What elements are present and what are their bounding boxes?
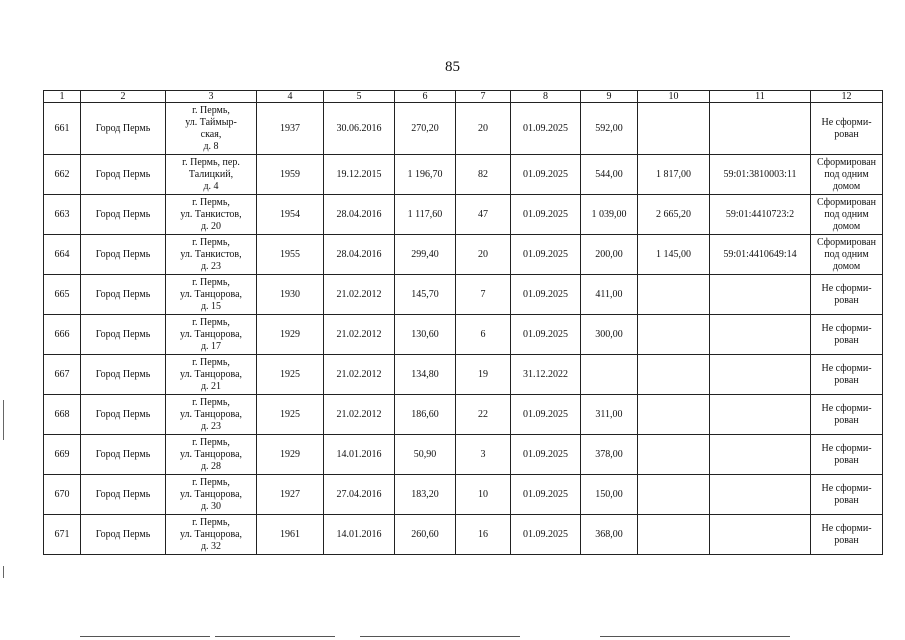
area3-cell bbox=[638, 475, 710, 515]
status-cell: Не сформи- рован bbox=[811, 435, 883, 475]
municipality-cell: Город Пермь bbox=[81, 103, 166, 155]
page-number: 85 bbox=[445, 59, 460, 75]
table-row bbox=[44, 195, 883, 235]
area3-cell bbox=[638, 275, 710, 315]
status-cell: Не сформи- рован bbox=[811, 275, 883, 315]
table-row bbox=[44, 103, 883, 155]
date-cell: 19.12.2015 bbox=[324, 155, 395, 195]
housing-registry-table bbox=[43, 90, 883, 555]
row-number: 667 bbox=[44, 355, 81, 395]
area-cell: 260,60 bbox=[395, 515, 456, 555]
scan-edge-line bbox=[80, 636, 210, 637]
date-cell: 21.02.2012 bbox=[324, 395, 395, 435]
area2-cell bbox=[581, 355, 638, 395]
table-row bbox=[44, 355, 883, 395]
row-number: 671 bbox=[44, 515, 81, 555]
address-cell: г. Пермь, ул. Танцорова, д. 23 bbox=[166, 395, 257, 435]
year-cell: 1955 bbox=[257, 235, 324, 275]
area2-cell: 544,00 bbox=[581, 155, 638, 195]
address-cell: г. Пермь, ул. Танцорова, д. 15 bbox=[166, 275, 257, 315]
area3-cell bbox=[638, 355, 710, 395]
municipality-cell: Город Пермь bbox=[81, 515, 166, 555]
column-header: 5 bbox=[324, 91, 395, 103]
date-cell: 21.02.2012 bbox=[324, 275, 395, 315]
status-cell: Не сформи- рован bbox=[811, 395, 883, 435]
row-number: 668 bbox=[44, 395, 81, 435]
deadline-cell: 01.09.2025 bbox=[511, 515, 581, 555]
column-header: 6 bbox=[395, 91, 456, 103]
residents-cell: 19 bbox=[456, 355, 511, 395]
area-cell: 270,20 bbox=[395, 103, 456, 155]
cadastral-cell bbox=[710, 103, 811, 155]
area2-cell: 1 039,00 bbox=[581, 195, 638, 235]
area-cell: 134,80 bbox=[395, 355, 456, 395]
area3-cell bbox=[638, 103, 710, 155]
area2-cell: 311,00 bbox=[581, 395, 638, 435]
address-cell: г. Пермь, ул. Танцорова, д. 17 bbox=[166, 315, 257, 355]
deadline-cell: 01.09.2025 bbox=[511, 155, 581, 195]
deadline-cell: 01.09.2025 bbox=[511, 395, 581, 435]
address-cell: г. Пермь, ул. Таймыр- ская, д. 8 bbox=[166, 103, 257, 155]
area-cell: 130,60 bbox=[395, 315, 456, 355]
residents-cell: 10 bbox=[456, 475, 511, 515]
address-cell: г. Пермь, пер. Талицкий, д. 4 bbox=[166, 155, 257, 195]
year-cell: 1927 bbox=[257, 475, 324, 515]
status-cell: Сформирован под одним домом bbox=[811, 195, 883, 235]
deadline-cell: 01.09.2025 bbox=[511, 435, 581, 475]
year-cell: 1929 bbox=[257, 315, 324, 355]
residents-cell: 3 bbox=[456, 435, 511, 475]
residents-cell: 82 bbox=[456, 155, 511, 195]
column-header: 1 bbox=[44, 91, 81, 103]
residents-cell: 22 bbox=[456, 395, 511, 435]
area-cell: 50,90 bbox=[395, 435, 456, 475]
area2-cell: 411,00 bbox=[581, 275, 638, 315]
year-cell: 1937 bbox=[257, 103, 324, 155]
area3-cell bbox=[638, 395, 710, 435]
area2-cell: 150,00 bbox=[581, 475, 638, 515]
table-row bbox=[44, 395, 883, 435]
residents-cell: 20 bbox=[456, 103, 511, 155]
address-cell: г. Пермь, ул. Танцорова, д. 30 bbox=[166, 475, 257, 515]
residents-cell: 16 bbox=[456, 515, 511, 555]
date-cell: 28.04.2016 bbox=[324, 195, 395, 235]
cadastral-cell: 59:01:3810003:11 bbox=[710, 155, 811, 195]
residents-cell: 6 bbox=[456, 315, 511, 355]
row-number: 670 bbox=[44, 475, 81, 515]
table-row bbox=[44, 315, 883, 355]
row-number: 669 bbox=[44, 435, 81, 475]
cadastral-cell bbox=[710, 395, 811, 435]
deadline-cell: 01.09.2025 bbox=[511, 475, 581, 515]
column-header: 10 bbox=[638, 91, 710, 103]
area3-cell bbox=[638, 435, 710, 475]
area-cell: 299,40 bbox=[395, 235, 456, 275]
row-number: 666 bbox=[44, 315, 81, 355]
municipality-cell: Город Пермь bbox=[81, 475, 166, 515]
status-cell: Не сформи- рован bbox=[811, 103, 883, 155]
area-cell: 1 196,70 bbox=[395, 155, 456, 195]
table-row bbox=[44, 475, 883, 515]
municipality-cell: Город Пермь bbox=[81, 235, 166, 275]
year-cell: 1929 bbox=[257, 435, 324, 475]
column-header: 7 bbox=[456, 91, 511, 103]
status-cell: Сформирован под одним домом bbox=[811, 155, 883, 195]
status-cell: Сформирован под одним домом bbox=[811, 235, 883, 275]
status-cell: Не сформи- рован bbox=[811, 475, 883, 515]
cadastral-cell: 59:01:4410723:2 bbox=[710, 195, 811, 235]
scan-edge-line bbox=[600, 636, 790, 637]
status-cell: Не сформи- рован bbox=[811, 515, 883, 555]
area2-cell: 200,00 bbox=[581, 235, 638, 275]
status-cell: Не сформи- рован bbox=[811, 355, 883, 395]
cadastral-cell bbox=[710, 515, 811, 555]
scan-edge-line bbox=[215, 636, 335, 637]
cadastral-cell bbox=[710, 475, 811, 515]
year-cell: 1961 bbox=[257, 515, 324, 555]
column-header: 4 bbox=[257, 91, 324, 103]
date-cell: 27.04.2016 bbox=[324, 475, 395, 515]
year-cell: 1959 bbox=[257, 155, 324, 195]
scan-edge-mark bbox=[3, 400, 4, 440]
row-number: 665 bbox=[44, 275, 81, 315]
row-number: 662 bbox=[44, 155, 81, 195]
row-number: 661 bbox=[44, 103, 81, 155]
row-number: 663 bbox=[44, 195, 81, 235]
deadline-cell: 01.09.2025 bbox=[511, 315, 581, 355]
municipality-cell: Город Пермь bbox=[81, 155, 166, 195]
area3-cell bbox=[638, 315, 710, 355]
date-cell: 21.02.2012 bbox=[324, 315, 395, 355]
date-cell: 30.06.2016 bbox=[324, 103, 395, 155]
year-cell: 1925 bbox=[257, 395, 324, 435]
cadastral-cell: 59:01:4410649:14 bbox=[710, 235, 811, 275]
cadastral-cell bbox=[710, 275, 811, 315]
area2-cell: 368,00 bbox=[581, 515, 638, 555]
year-cell: 1930 bbox=[257, 275, 324, 315]
year-cell: 1954 bbox=[257, 195, 324, 235]
column-header: 12 bbox=[811, 91, 883, 103]
table-row bbox=[44, 155, 883, 195]
residents-cell: 20 bbox=[456, 235, 511, 275]
deadline-cell: 01.09.2025 bbox=[511, 235, 581, 275]
municipality-cell: Город Пермь bbox=[81, 315, 166, 355]
deadline-cell: 01.09.2025 bbox=[511, 195, 581, 235]
year-cell: 1925 bbox=[257, 355, 324, 395]
column-header: 11 bbox=[710, 91, 811, 103]
area3-cell: 1 145,00 bbox=[638, 235, 710, 275]
cadastral-cell bbox=[710, 355, 811, 395]
residents-cell: 7 bbox=[456, 275, 511, 315]
area2-cell: 378,00 bbox=[581, 435, 638, 475]
cadastral-cell bbox=[710, 315, 811, 355]
date-cell: 28.04.2016 bbox=[324, 235, 395, 275]
table-row bbox=[44, 235, 883, 275]
area3-cell: 1 817,00 bbox=[638, 155, 710, 195]
area-cell: 145,70 bbox=[395, 275, 456, 315]
municipality-cell: Город Пермь bbox=[81, 435, 166, 475]
scan-edge-line bbox=[360, 636, 520, 637]
deadline-cell: 01.09.2025 bbox=[511, 103, 581, 155]
deadline-cell: 31.12.2022 bbox=[511, 355, 581, 395]
address-cell: г. Пермь, ул. Танцорова, д. 32 bbox=[166, 515, 257, 555]
address-cell: г. Пермь, ул. Танцорова, д. 28 bbox=[166, 435, 257, 475]
area2-cell: 592,00 bbox=[581, 103, 638, 155]
area-cell: 1 117,60 bbox=[395, 195, 456, 235]
address-cell: г. Пермь, ул. Танцорова, д. 21 bbox=[166, 355, 257, 395]
municipality-cell: Город Пермь bbox=[81, 395, 166, 435]
column-header: 2 bbox=[81, 91, 166, 103]
area3-cell bbox=[638, 515, 710, 555]
scan-edge-mark bbox=[3, 566, 4, 578]
column-header: 8 bbox=[511, 91, 581, 103]
cadastral-cell bbox=[710, 435, 811, 475]
deadline-cell: 01.09.2025 bbox=[511, 275, 581, 315]
table-row bbox=[44, 515, 883, 555]
area2-cell: 300,00 bbox=[581, 315, 638, 355]
area-cell: 183,20 bbox=[395, 475, 456, 515]
address-cell: г. Пермь, ул. Танкистов, д. 20 bbox=[166, 195, 257, 235]
status-cell: Не сформи- рован bbox=[811, 315, 883, 355]
residents-cell: 47 bbox=[456, 195, 511, 235]
municipality-cell: Город Пермь bbox=[81, 355, 166, 395]
municipality-cell: Город Пермь bbox=[81, 195, 166, 235]
table-row bbox=[44, 275, 883, 315]
column-header: 9 bbox=[581, 91, 638, 103]
column-header: 3 bbox=[166, 91, 257, 103]
row-number: 664 bbox=[44, 235, 81, 275]
municipality-cell: Город Пермь bbox=[81, 275, 166, 315]
area-cell: 186,60 bbox=[395, 395, 456, 435]
date-cell: 21.02.2012 bbox=[324, 355, 395, 395]
date-cell: 14.01.2016 bbox=[324, 435, 395, 475]
date-cell: 14.01.2016 bbox=[324, 515, 395, 555]
area3-cell: 2 665,20 bbox=[638, 195, 710, 235]
table-row bbox=[44, 435, 883, 475]
header-row bbox=[44, 91, 883, 103]
address-cell: г. Пермь, ул. Танкистов, д. 23 bbox=[166, 235, 257, 275]
